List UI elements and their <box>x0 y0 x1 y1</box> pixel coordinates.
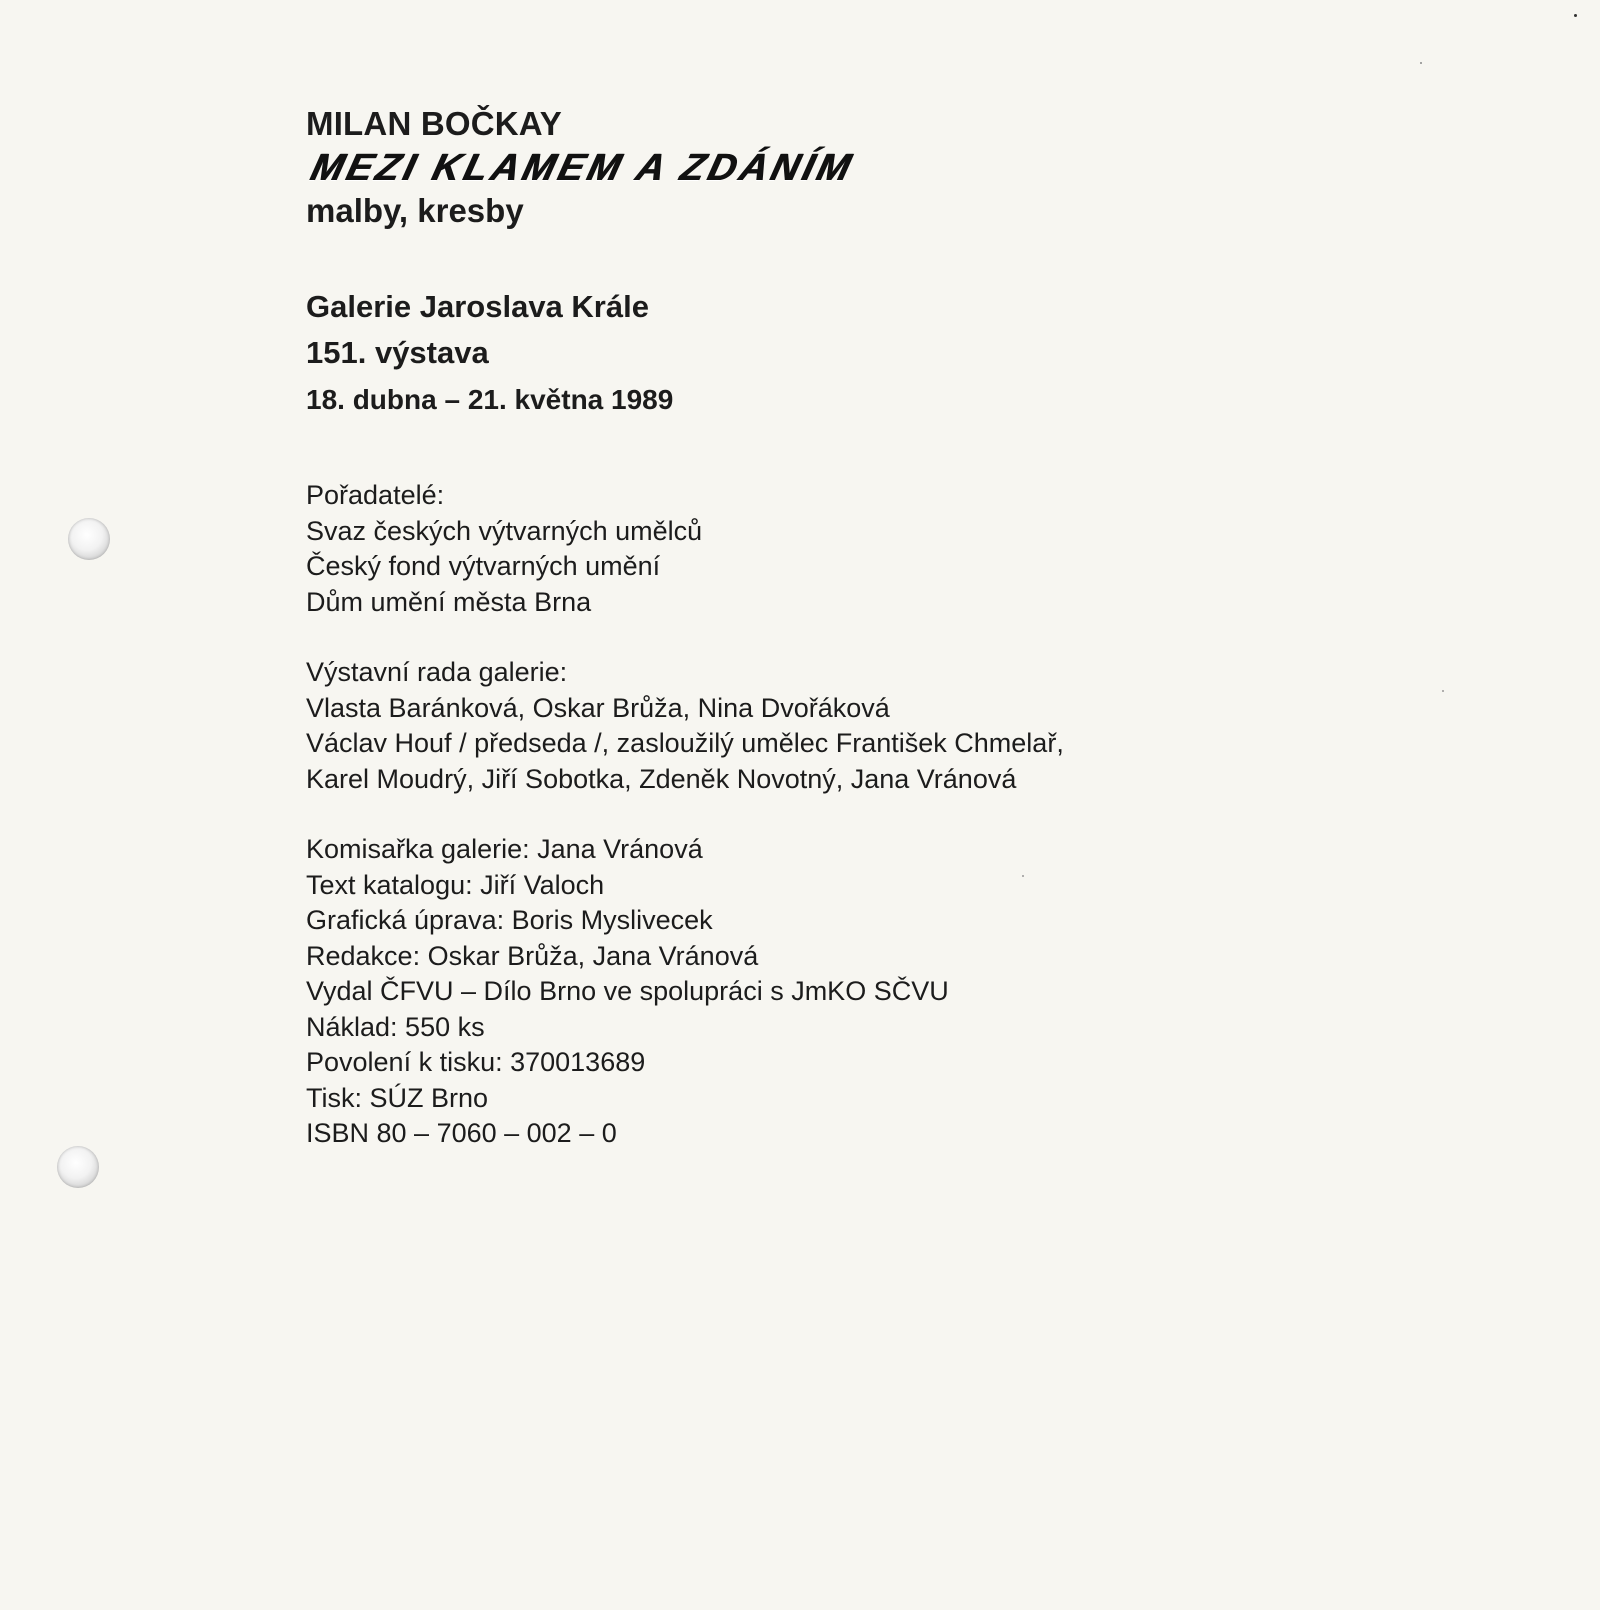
paper-speck <box>1420 62 1422 64</box>
artist-name: MILAN BOČKAY <box>306 105 563 142</box>
organizer-item: Český fond výtvarných umění <box>306 551 661 581</box>
credit-printer: Tisk: SÚZ Brno <box>306 1082 489 1113</box>
credit-print-run: Náklad: 550 ks <box>306 1011 485 1042</box>
credit-text: Text katalogu: Jiří Valoch <box>306 869 605 900</box>
credit-publisher: Vydal ČFVU – Dílo Brno ve spolupráci s JmKO SČVU <box>306 976 949 1006</box>
council-heading: Výstavní rada galerie: <box>306 657 568 687</box>
gallery-name: Galerie Jaroslava Krále <box>306 289 649 324</box>
exhibition-number: 151. výstava <box>306 335 489 370</box>
exhibition-subtitle: malby, kresby <box>306 192 524 229</box>
gallery-block <box>306 284 1306 422</box>
exhibition-title: MEZI KLAMEM A ZDÁNÍM <box>306 147 859 189</box>
organizer-item: Dům umění města Brna <box>306 586 592 617</box>
council-members: Karel Moudrý, Jiří Sobotka, Zdeněk Novotný, Jana Vránová <box>306 763 1017 794</box>
header-block <box>306 104 1306 232</box>
punch-hole-lower <box>57 1146 99 1188</box>
credit-design: Grafická úprava: Boris Myslivecek <box>306 905 713 935</box>
council-members: Václav Houf / předseda /, zasloužilý umělec František Chmelař, <box>306 728 1064 758</box>
credit-editors: Redakce: Oskar Brůža, Jana Vránová <box>306 940 759 971</box>
credit-curator: Komisařka galerie: Jana Vránová <box>306 834 703 864</box>
credit-print-permit: Povolení k tisku: 370013689 <box>306 1047 646 1077</box>
paper-speck <box>1574 14 1577 17</box>
punch-hole-upper <box>68 518 110 560</box>
paper-speck <box>1442 690 1444 692</box>
exhibition-dates: 18. dubna – 21. května 1989 <box>306 384 674 415</box>
organizers-heading: Pořadatelé: <box>306 480 445 510</box>
council-members: Vlasta Baránková, Oskar Brůža, Nina Dvořáková <box>306 692 890 723</box>
credit-isbn: ISBN 80 – 7060 – 002 – 0 <box>306 1118 617 1148</box>
credits-section <box>306 832 1306 1152</box>
catalog-colophon <box>306 104 1306 1152</box>
organizers-section <box>306 478 1306 620</box>
council-section <box>306 655 1306 797</box>
organizer-item: Svaz českých výtvarných umělců <box>306 515 703 546</box>
